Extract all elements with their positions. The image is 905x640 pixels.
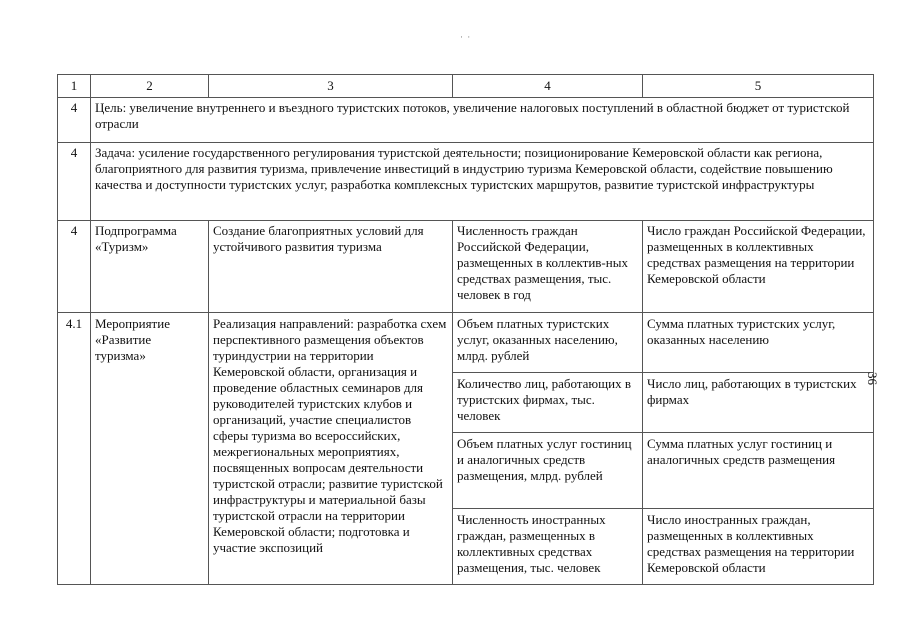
measure-definition-4: Число иностранных граждан, размещенных в коллективных средствах размещения на территории Кемеровской области bbox=[643, 509, 874, 585]
header-cell-1: 1 bbox=[58, 75, 91, 98]
measure-indicator-4: Численность иностранных граждан, размещенных в коллективных средствах размещения, тыс. человек bbox=[453, 509, 643, 585]
header-row bbox=[58, 75, 874, 98]
page-number: 36 bbox=[865, 372, 880, 385]
measure-definition-3: Сумма платных услуг гостиниц и аналогичных средств размещения bbox=[643, 433, 874, 509]
measure-indicator-1: Объем платных туристских услуг, оказанных населению, млрд. рублей bbox=[453, 313, 643, 373]
goal-row bbox=[58, 98, 874, 143]
subprogram-number: 4 bbox=[58, 221, 91, 313]
subprogram-description: Создание благоприятных условий для устойчивого развития туризма bbox=[209, 221, 453, 313]
indicators-table bbox=[57, 74, 874, 585]
subprogram-row bbox=[58, 221, 874, 313]
task-number: 4 bbox=[58, 143, 91, 221]
goal-text: Цель: увеличение внутреннего и въездного туристских потоков, увеличение налоговых поступлений в областной бюджет от туристской отрасли bbox=[91, 98, 874, 143]
task-text: Задача: усиление государственного регулирования туристской деятельности; позиционирование Кемеровской области как региона, благоприятного для развития туризма, привлечение инвестиций в индустрию туризма Кемеровской области, содействие повышению качества и доступности туристских услуг, разработка комплексных туристских маршрутов, развитие туристской инфраструктуры bbox=[91, 143, 874, 221]
goal-number: 4 bbox=[58, 98, 91, 143]
header-cell-4: 4 bbox=[453, 75, 643, 98]
measure-indicator-2: Количество лиц, работающих в туристских фирмах, тыс. человек bbox=[453, 373, 643, 433]
subprogram-definition: Число граждан Российской Федерации, размещенных в коллективных средствах размещения на территории Кемеровской области bbox=[643, 221, 874, 313]
task-row bbox=[58, 143, 874, 221]
measure-definition-2: Число лиц, работающих в туристских фирмах bbox=[643, 373, 874, 433]
header-cell-2: 2 bbox=[91, 75, 209, 98]
subprogram-name: Подпрограмма «Туризм» bbox=[91, 221, 209, 313]
top-marks: · · bbox=[460, 32, 472, 42]
measure-number: 4.1 bbox=[58, 313, 91, 585]
measure-description: Реализация направлений: разработка схем перспективного размещения объектов туриндустрии на территории Кемеровской области, организация и проведение областных семинаров для руководителей туристских клубов и организаций, участие специалистов сферы туризма во всероссийских, межрегиональных мероприятиях, посвященных вопросам деятельности туристской отрасли; развитие туристской инфраструктуры и материальной базы туристской отрасли на территории Кемеровской области; подготовка и участие экспозиций bbox=[209, 313, 453, 585]
subprogram-indicator: Численность граждан Российской Федерации, размещенных в коллектив-ных средствах размещения, тыс. человек в год bbox=[453, 221, 643, 313]
measure-row-1 bbox=[58, 313, 874, 373]
header-cell-3: 3 bbox=[209, 75, 453, 98]
measure-indicator-3: Объем платных услуг гостиниц и аналогичных средств размещения, млрд. рублей bbox=[453, 433, 643, 509]
header-cell-5: 5 bbox=[643, 75, 874, 98]
measure-definition-1: Сумма платных туристских услуг, оказанных населению bbox=[643, 313, 874, 373]
measure-name: Мероприятие «Развитие туризма» bbox=[91, 313, 209, 585]
